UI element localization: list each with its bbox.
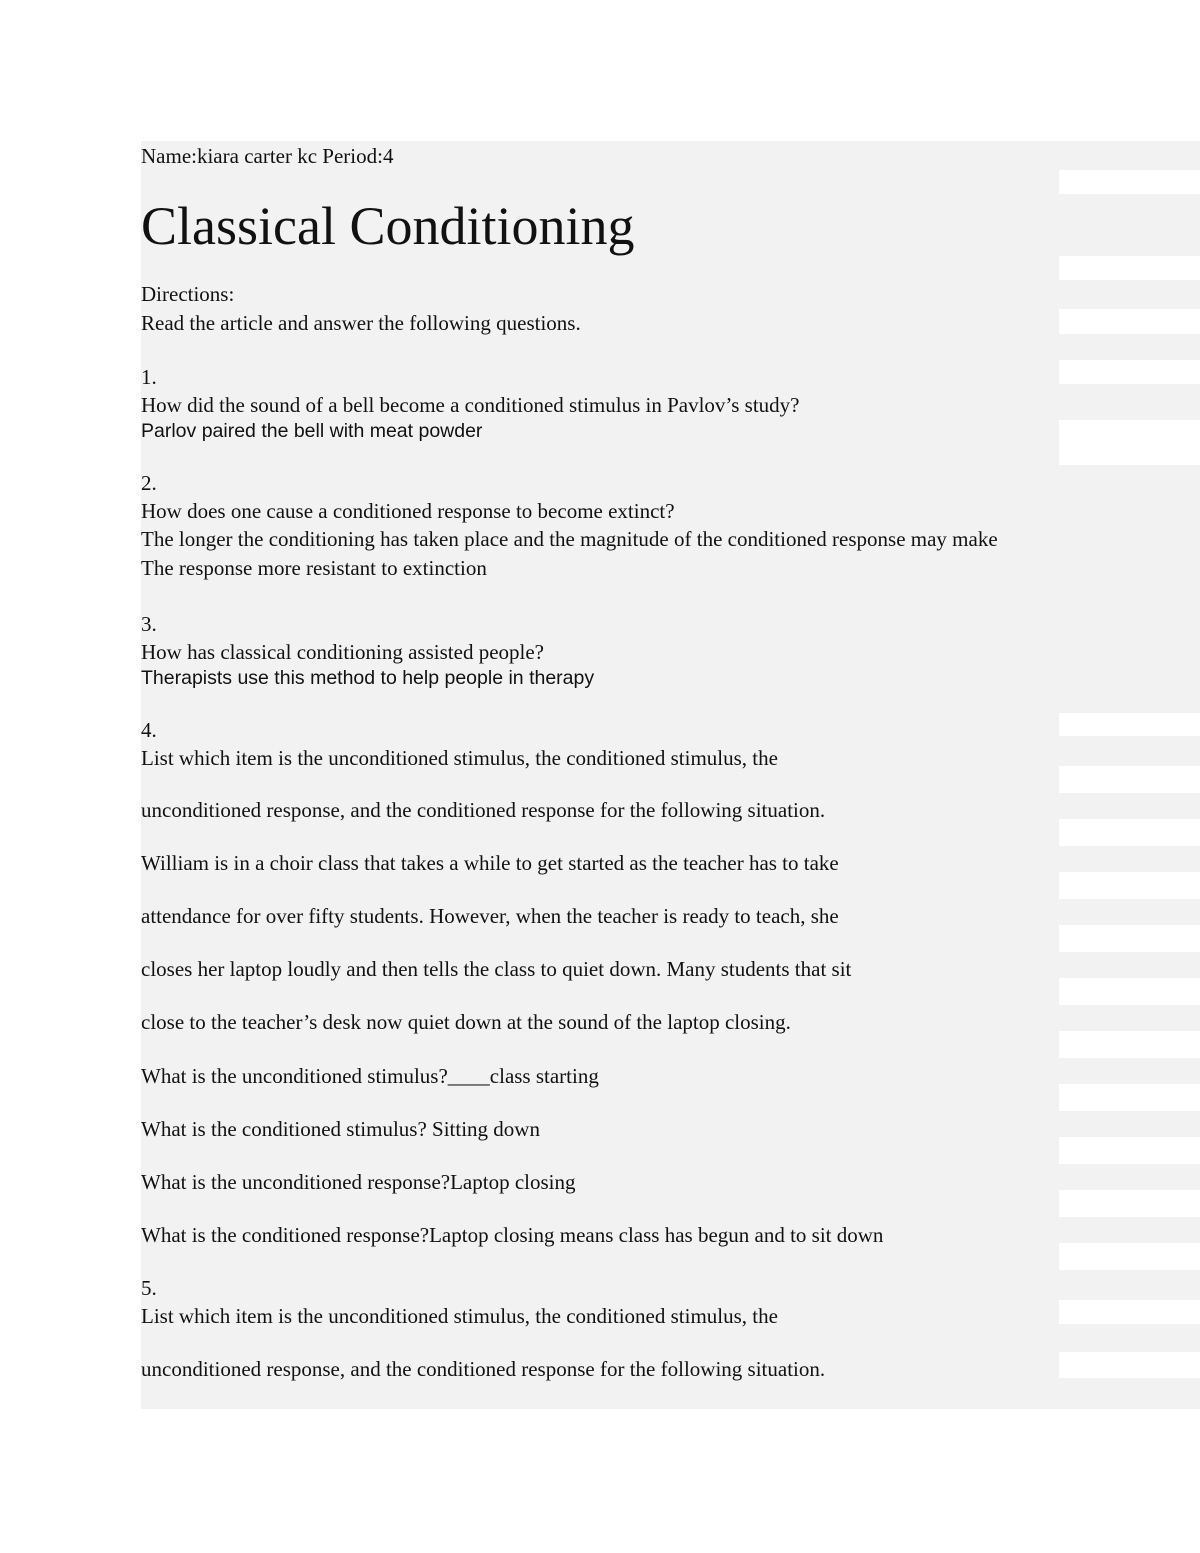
question-5-line: unconditioned response, and the conditioned response for the following situation.: [141, 1357, 826, 1381]
margin-stripe: [1059, 1058, 1200, 1084]
question-3-number: 3.: [141, 612, 157, 636]
question-4-number: 4.: [141, 718, 157, 742]
margin-stripe: [1059, 736, 1200, 766]
margin-stripe: [1059, 194, 1200, 256]
question-4-line: attendance for over fifty students. However, when the teacher is ready to teach, she: [141, 904, 839, 928]
question-2-answer-line: The longer the conditioning has taken place and the magnitude of the conditioned response may make: [141, 527, 998, 551]
question-1-number: 1.: [141, 365, 157, 389]
question-3-prompt: How has classical conditioning assisted people?: [141, 640, 544, 664]
question-1-answer: Parlov paired the bell with meat powder: [141, 420, 483, 442]
question-2-prompt: How does one cause a conditioned response to become extinct?: [141, 499, 675, 523]
question-4-line: List which item is the unconditioned stimulus, the conditioned stimulus, the: [141, 746, 778, 770]
margin-stripe: [1059, 1111, 1200, 1137]
margin-stripe: [1059, 1270, 1200, 1300]
question-5-line: List which item is the unconditioned stimulus, the conditioned stimulus, the: [141, 1304, 778, 1328]
margin-stripe: [1059, 1217, 1200, 1243]
margin-stripe: [1059, 384, 1200, 420]
question-3-answer: Therapists use this method to help people in therapy: [141, 667, 595, 689]
margin-stripe: [1059, 1005, 1200, 1031]
margin-stripe: [1059, 1164, 1200, 1190]
margin-stripe: [1059, 952, 1200, 978]
question-4-line: William is in a choir class that takes a while to get started as the teacher has to take: [141, 851, 839, 875]
question-4-line: unconditioned response, and the conditioned response for the following situation.: [141, 798, 826, 822]
margin-stripe: [1059, 334, 1200, 360]
margin-stripe: [1059, 846, 1200, 872]
margin-stripe: [1059, 1378, 1200, 1409]
question-4-conditioned-stimulus: What is the conditioned stimulus? Sitting down: [141, 1117, 540, 1141]
name-period-line: Name:kiara carter kc Period:4: [141, 144, 394, 168]
margin-stripe: [1059, 141, 1200, 170]
directions-text: Read the article and answer the following questions.: [141, 311, 581, 335]
directions-label: Directions:: [141, 282, 235, 306]
margin-stripe: [1059, 280, 1200, 309]
question-4-conditioned-response: What is the conditioned response?Laptop closing means class has begun and to sit down: [141, 1223, 884, 1247]
page-title: Classical Conditioning: [141, 196, 635, 256]
question-1-prompt: How did the sound of a bell become a conditioned stimulus in Pavlov’s study?: [141, 393, 800, 417]
margin-stripe: [1059, 793, 1200, 819]
question-4-line: close to the teacher’s desk now quiet down at the sound of the laptop closing.: [141, 1010, 791, 1034]
question-4-unconditioned-stimulus: What is the unconditioned stimulus?____class starting: [141, 1064, 599, 1088]
question-2-number: 2.: [141, 471, 157, 495]
question-4-unconditioned-response: What is the unconditioned response?Laptop closing: [141, 1170, 576, 1194]
margin-stripe: [1059, 1324, 1200, 1352]
margin-stripe: [1059, 465, 1200, 713]
margin-stripe: [1059, 899, 1200, 925]
question-5-number: 5.: [141, 1276, 157, 1300]
question-4-line: closes her laptop loudly and then tells the class to quiet down. Many students that sit: [141, 957, 852, 981]
question-2-answer-line: The response more resistant to extinction: [141, 556, 487, 580]
